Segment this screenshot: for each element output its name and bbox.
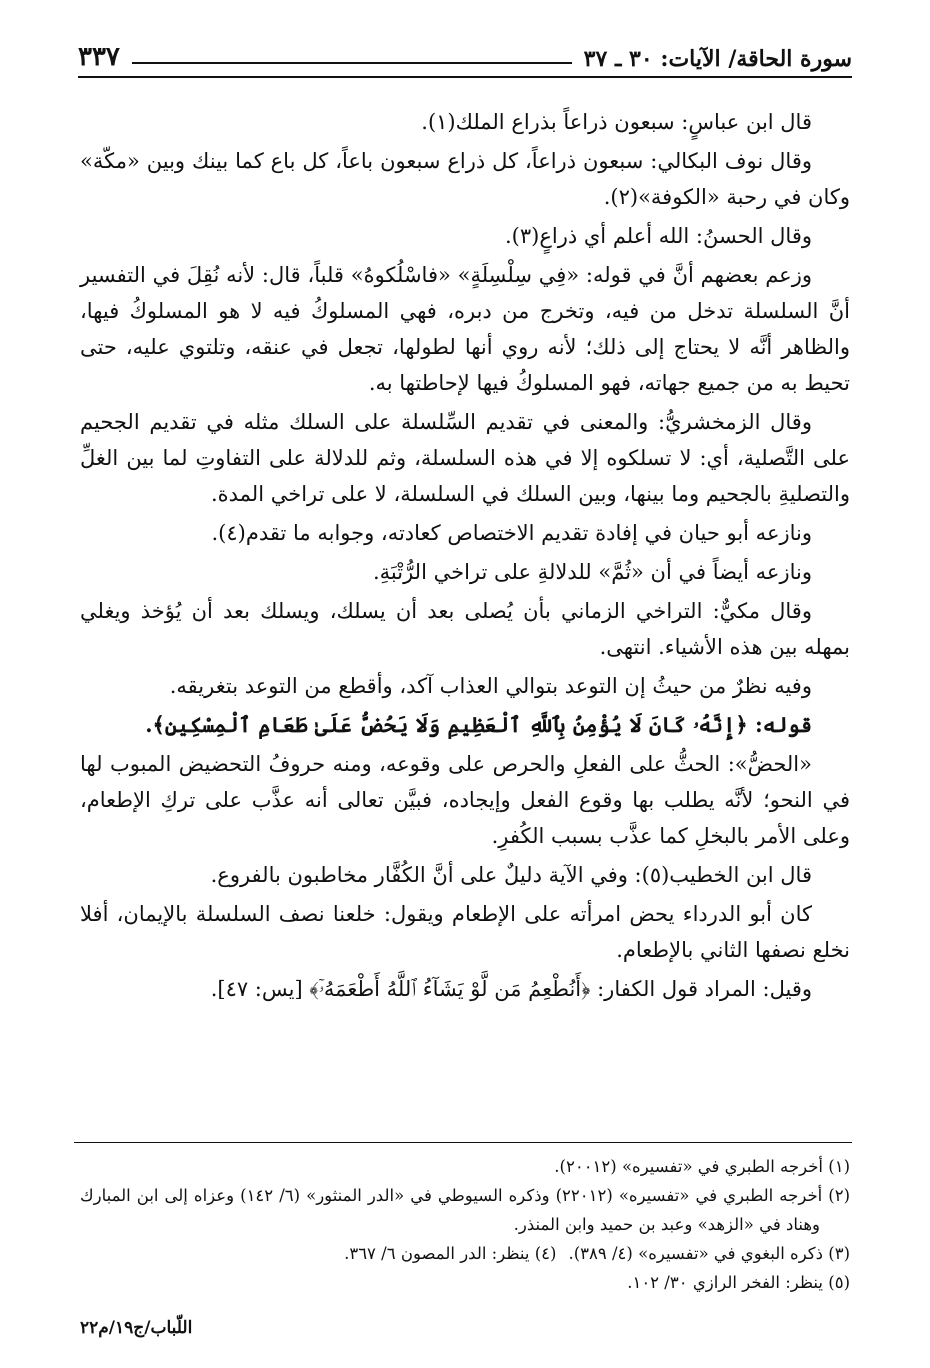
page-number: ٣٣٧	[78, 42, 120, 72]
header-dash-line	[132, 62, 572, 64]
volume-signature: اللّباب/ج١٩/م٢٢	[80, 1318, 193, 1338]
paragraph-makki: وقال مكيٌّ: التراخي الزماني بأن يُصلى بعد أن يسلك، ويسلك بعد أن يُؤخذ ويغلي بمهله بين هذه الأشياء. انتهى.	[80, 599, 850, 659]
footnote-4: (٤) ينظر: الدر المصون ٦/ ٣٦٧.	[344, 1244, 557, 1263]
header-rule	[78, 76, 852, 78]
paragraph-zamakhshari: وقال الزمخشريُّ: والمعنى في تقديم السِّلسلة على السلك مثله في تقديم الجحيم على التَّصلية، أي: لا تسلكوه إلا في هذه السلسلة، وثم للدلالة على التفاوتِ لما بين الغلِّ والتصليةِ بالجحيم وما بينها، وبين السلك في السلسلة، لا على تراخي المدة.	[80, 410, 850, 506]
paragraph-hadd: «الحضُّ»: الحثُّ على الفعلِ والحرص على وقوعه، ومنه حروفُ التحضيض المبوب لها في النحو؛ لأنَّه يطلب بها وقوع الفعل وإيجاده، فبيَّن تعالى أنه عذَّب على تركِ الإطعام، وعلى الأمر بالبخلِ كما عذَّب بسبب الكُفرِ.	[80, 752, 850, 848]
paragraph-abu-darda: كان أبو الدرداء يحض امرأته على الإطعام ويقول: خلعنا نصف السلسلة بالإيمان، أفلا نخلع نصفها الثاني بالإطعام.	[80, 902, 850, 962]
footnote-3: (٣) ذكره البغوي في «تفسيره» (٤/ ٣٨٩).	[568, 1244, 850, 1263]
footnote-2: (٢) أخرجه الطبري في «تفسيره» (٢٢٠١٢) وذكره السيوطي في «الدر المنثور» (٦/ ١٤٢) وعزاه إلى ابن المبارك وهناد في «الزهد» وعبد بن حميد وابن المنذر.	[80, 1186, 851, 1234]
paragraph-abu-hayyan: ونازعه أبو حيان في إفادة تقديم الاختصاص كعادته، وجوابه ما تقدم(٤).	[211, 521, 812, 545]
footnote-1: (١) أخرجه الطبري في «تفسيره» (٢٠٠١٢).	[554, 1157, 850, 1176]
paragraph-nazar: وفيه نظرٌ من حيثُ إن التوعد بتوالي العذاب آكد، وأقطع من التوعد بتغريقه.	[169, 674, 812, 698]
paragraph-thumma: ونازعه أيضاً في أن «ثُمَّ» للدلالةِ على تراخي الرُّتْبَةِ.	[372, 560, 812, 584]
paragraph-kuffar-saying: وقيل: المراد قول الكفار: ﴿أَنُطْعِمُ مَن لَّوْ يَشَآءُ ٱللَّهُ أَطْعَمَهُۥٓ﴾ [يس: ٤٧].	[210, 977, 812, 1001]
footnote-row-3-4	[80, 1239, 850, 1268]
paragraph-hasan: وقال الحسنُ: الله أعلم أي ذراعٍ(٣).	[504, 224, 812, 248]
paragraph-qalb: وزعم بعضهم أنَّ في قوله: «فِي سِلْسِلَةٍ» «فاسْلُكوهُ» قلباً، قال: لأنه نُقِلَ في التفسير أنَّ السلسلة تدخل من فيه، وتخرج من دبره، فهي المسلوكُ فيه لا هو المسلوكُ فيها، والظاهر أنَّه لا يحتاج إلى ذلك؛ لأنه روي أنها لطولها، تجعل في عنقه، وتلتوي عليه، حتى تحيط به من جميع جهاته، فهو المسلوكُ فيها لإحاطتها به.	[80, 263, 850, 395]
footnote-separator	[74, 1142, 852, 1143]
paragraph-ibn-khatib: قال ابن الخطيب(٥): وفي الآية دليلٌ على أنَّ الكُفَّار مخاطبون بالفروع.	[210, 863, 812, 887]
footnotes	[80, 1152, 850, 1297]
running-header	[78, 38, 852, 72]
paragraph-ibn-abbas: قال ابن عباسٍ: سبعون ذراعاً بذراع الملك(١).	[421, 110, 812, 134]
paragraph-verse-quote: قوله: ﴿إِنَّهُۥ كَانَ لَا يُؤْمِنُ بِٱللَّهِ ٱلْعَظِيمِ وَلَا يَحُضُّ عَلَىٰ طَعَامِ ٱلْمِسْكِينِ﴾.	[145, 712, 812, 737]
main-text	[80, 104, 850, 1010]
footnote-5: (٥) ينظر: الفخر الرازي ٣٠/ ١٠٢.	[627, 1273, 850, 1292]
paragraph-nawf-bakali: وقال نوف البكالي: سبعون ذراعاً، كل ذراع سبعون باعاً، كل باع كما بينك وبين «مكّة» وكان في رحبة «الكوفة»(٢).	[80, 149, 850, 209]
surah-header-title: سورة الحاقة/ الآيات: ٣٠ ـ ٣٧	[583, 46, 852, 72]
